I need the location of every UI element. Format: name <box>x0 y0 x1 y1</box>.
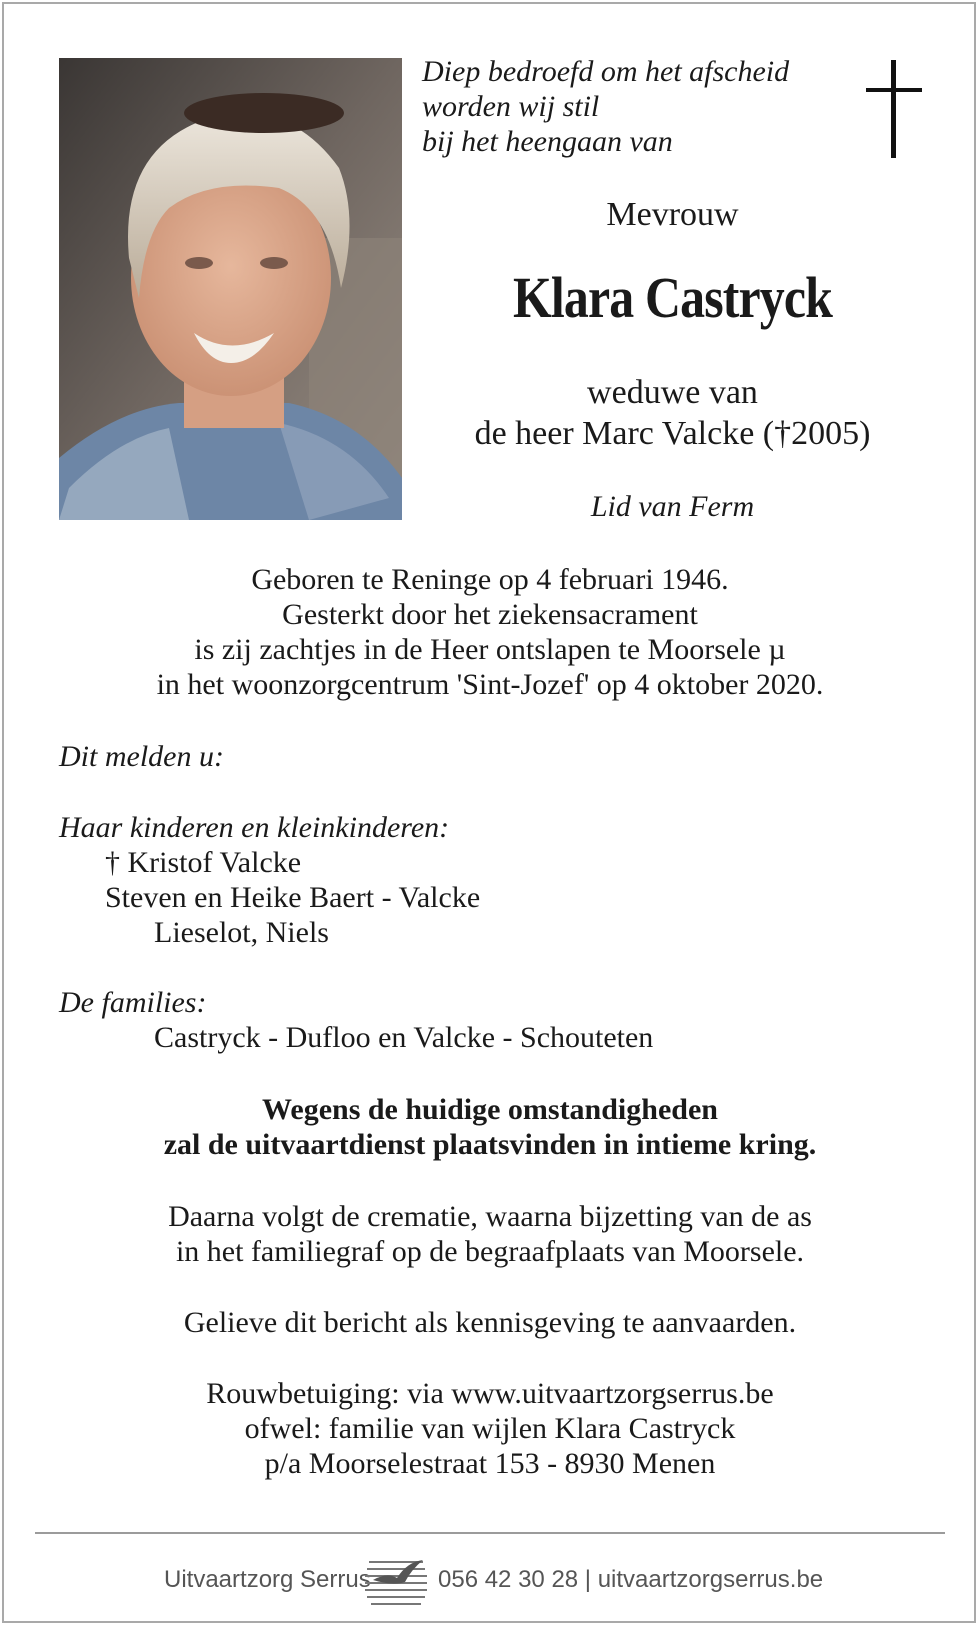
intro-line: worden wij stil <box>422 90 600 123</box>
families-section <box>59 985 653 1055</box>
bird-logo-icon <box>365 1552 427 1610</box>
families-names: Castryck - Dufloo en Valcke - Schouteten <box>154 1021 654 1054</box>
salutation: Mevrouw <box>606 196 739 233</box>
condolence-line: ofwel: familie van wijlen Klara Castryck <box>244 1412 736 1445</box>
membership: Lid van Ferm <box>590 490 755 523</box>
child-entry: † Kristof Valcke <box>105 846 302 879</box>
portrait-photo <box>59 58 402 520</box>
widow-line: weduwe van <box>587 374 758 411</box>
deceased-name: Klara Castryck <box>512 265 833 330</box>
intro-line: bij het heengaan van <box>422 125 673 158</box>
footer <box>0 1550 980 1610</box>
children-heading: Haar kinderen en kleinkinderen: <box>59 811 450 844</box>
cremation-line: Daarna volgt de crematie, waarna bijzetting van de as <box>168 1200 812 1233</box>
condolences <box>40 1376 940 1481</box>
contact-info: 056 42 30 28 | uitvaartzorgserrus.be <box>438 1566 824 1593</box>
condolence-line: Rouwbetuiging: via www.uitvaartzorgserrus.be <box>206 1377 774 1410</box>
acknowledgement: Gelieve dit bericht als kennisgeving te aanvaarden. <box>183 1306 797 1339</box>
announcement-line: in het woonzorgcentrum 'Sint-Jozef' op 4 oktober 2020. <box>156 668 824 701</box>
intro-line: Diep bedroefd om het afscheid <box>422 55 790 88</box>
intro-text <box>422 54 842 159</box>
notice-line: Wegens de huidige omstandigheden <box>262 1093 718 1126</box>
notice-line: zal de uitvaartdienst plaatsvinden in intieme kring. <box>163 1128 817 1161</box>
company-name: Uitvaartzorg Serrus <box>164 1566 371 1593</box>
children-section <box>59 810 480 950</box>
announcement <box>40 562 940 702</box>
announcement-line: Gesterkt door het ziekensacrament <box>282 598 698 631</box>
footer-divider <box>35 1532 945 1534</box>
cremation-info <box>40 1199 940 1269</box>
cremation-line: in het familiegraf op de begraafplaats van Moorsele. <box>175 1235 805 1268</box>
grandchildren: Lieselot, Niels <box>154 916 329 949</box>
ceremony-notice <box>40 1092 940 1162</box>
child-entry: Steven en Heike Baert - Valcke <box>105 881 481 914</box>
widow-line: de heer Marc Valcke (†2005) <box>474 415 871 452</box>
families-heading: De families: <box>59 986 207 1019</box>
condolence-line: p/a Moorselestraat 153 - 8930 Menen <box>264 1447 716 1480</box>
cross-icon <box>864 60 924 160</box>
announcement-line: is zij zachtjes in de Heer ontslapen te Moorsele µ <box>194 633 786 666</box>
notified-by: Dit melden u: <box>59 740 224 773</box>
announcement-line: Geboren te Reninge op 4 februari 1946. <box>251 563 729 596</box>
widow-of <box>410 372 935 454</box>
